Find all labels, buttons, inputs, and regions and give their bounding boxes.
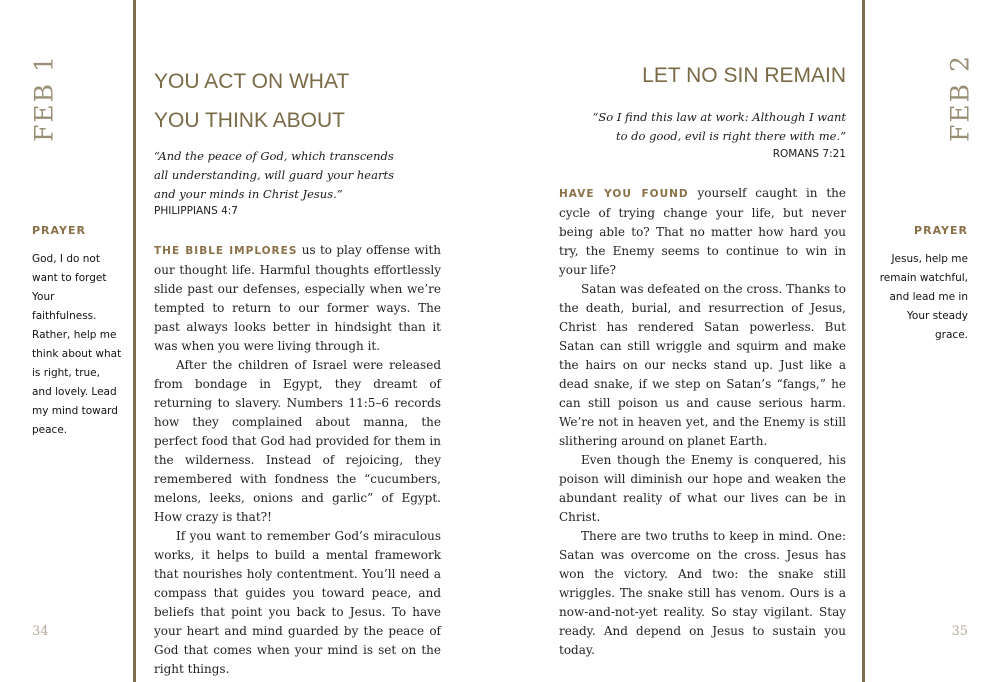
left-lead-in: THE BIBLE IMPLORES — [154, 245, 298, 257]
right-scripture-quote: “So I find this law at work: Although I want to do good, evil is right there with me.” — [592, 110, 846, 143]
left-scripture-quote: “And the peace of God, which transcends all understanding, will guard your hearts and your minds in Christ Jesus.” — [154, 149, 394, 201]
right-lead-in: HAVE YOU FOUND — [559, 188, 689, 200]
left-title — [154, 62, 349, 140]
right-scripture-reference: ROMANS 7:21 — [772, 148, 846, 160]
left-margin-rule — [133, 0, 136, 682]
right-date-label: FEB 2 — [945, 54, 975, 142]
left-body-text — [154, 241, 441, 679]
right-prayer-heading: PRAYER — [914, 224, 968, 237]
right-prayer-text: Jesus, help me remain watchful, and lead me in Your steady grace. — [879, 253, 968, 341]
left-paragraph-1 — [154, 241, 441, 356]
left-paragraph-2: After the children of Israel were released from bondage in Egypt, they dreamt of returning to slavery. Numbers 11:5–6 records how they complained about manna, the perfect food that God had provided for them in the wilderness. Instead of rejoicing, they remembered with fondness the “cucumbers, melons, leeks, onions and garlic” of Egypt. How crazy is that?! — [154, 358, 441, 524]
left-page-number: 34 — [32, 624, 49, 639]
right-margin-rule — [862, 0, 865, 682]
right-title: LET NO SIN REMAIN — [642, 64, 846, 87]
right-paragraph-2: Satan was defeated on the cross. Thanks to the death, burial, and resurrection of Jesus, Christ has rendered Satan powerless. But Satan can still wriggle and squirm and make the hairs on our necks stand up. Just like a dead snake, if we step on Satan’s “fangs,” he can still poison us and cause serious harm. We’re not in heaven yet, and the Enemy is still slithering around on planet Earth. — [559, 282, 846, 448]
right-page-number: 35 — [951, 624, 968, 639]
left-title-line-1: YOU ACT ON WHAT — [154, 70, 350, 93]
left-paragraph-3: If you want to remember God’s miraculous works, it helps to build a mental framework that nourishes holy contentment. You’ll need a compass that guides you toward peace, and beliefs that point you back to Jesus. To have your heart and mind guarded by the peace of God that comes when your mind is set on the right things. — [154, 529, 441, 676]
right-body-text — [559, 184, 846, 660]
left-paragraph-1-text: us to play offense with our thought life. Harmful thoughts effortlessly slide past our defenses, especially when we’re tempted to return to our former ways. The past always looks better in hindsight than it was when you were living through it. — [154, 243, 441, 353]
left-prayer-text: God, I do not want to forget Your faithfulness. Rather, help me think about what is right, true, and lovely. Lead my mind toward peace. — [32, 253, 122, 436]
left-prayer-heading: PRAYER — [32, 224, 86, 237]
right-paragraph-1-text: yourself caught in the cycle of trying change your life, but never being able to? That no matter how hard you try, the Enemy seems to continue to win in your life? — [559, 186, 846, 277]
left-title-line-2: YOU THINK ABOUT — [154, 109, 345, 132]
right-paragraph-3: Even though the Enemy is conquered, his poison will diminish our hope and weaken the abundant reality of what our lives can be in Christ. — [559, 453, 846, 524]
right-paragraph-4: There are two truths to keep in mind. One: Satan was overcome on the cross. Jesus has won the victory. And two: the snake still wriggles. The snake still has venom. Ours is a now-and-not-yet reality. So stay vigilant. Stay ready. And depend on Jesus to sustain you today. — [559, 529, 846, 657]
left-scripture-reference: PHILIPPIANS 4:7 — [154, 205, 238, 217]
left-date-label: FEB 1 — [29, 54, 59, 142]
right-paragraph-1 — [559, 184, 846, 280]
